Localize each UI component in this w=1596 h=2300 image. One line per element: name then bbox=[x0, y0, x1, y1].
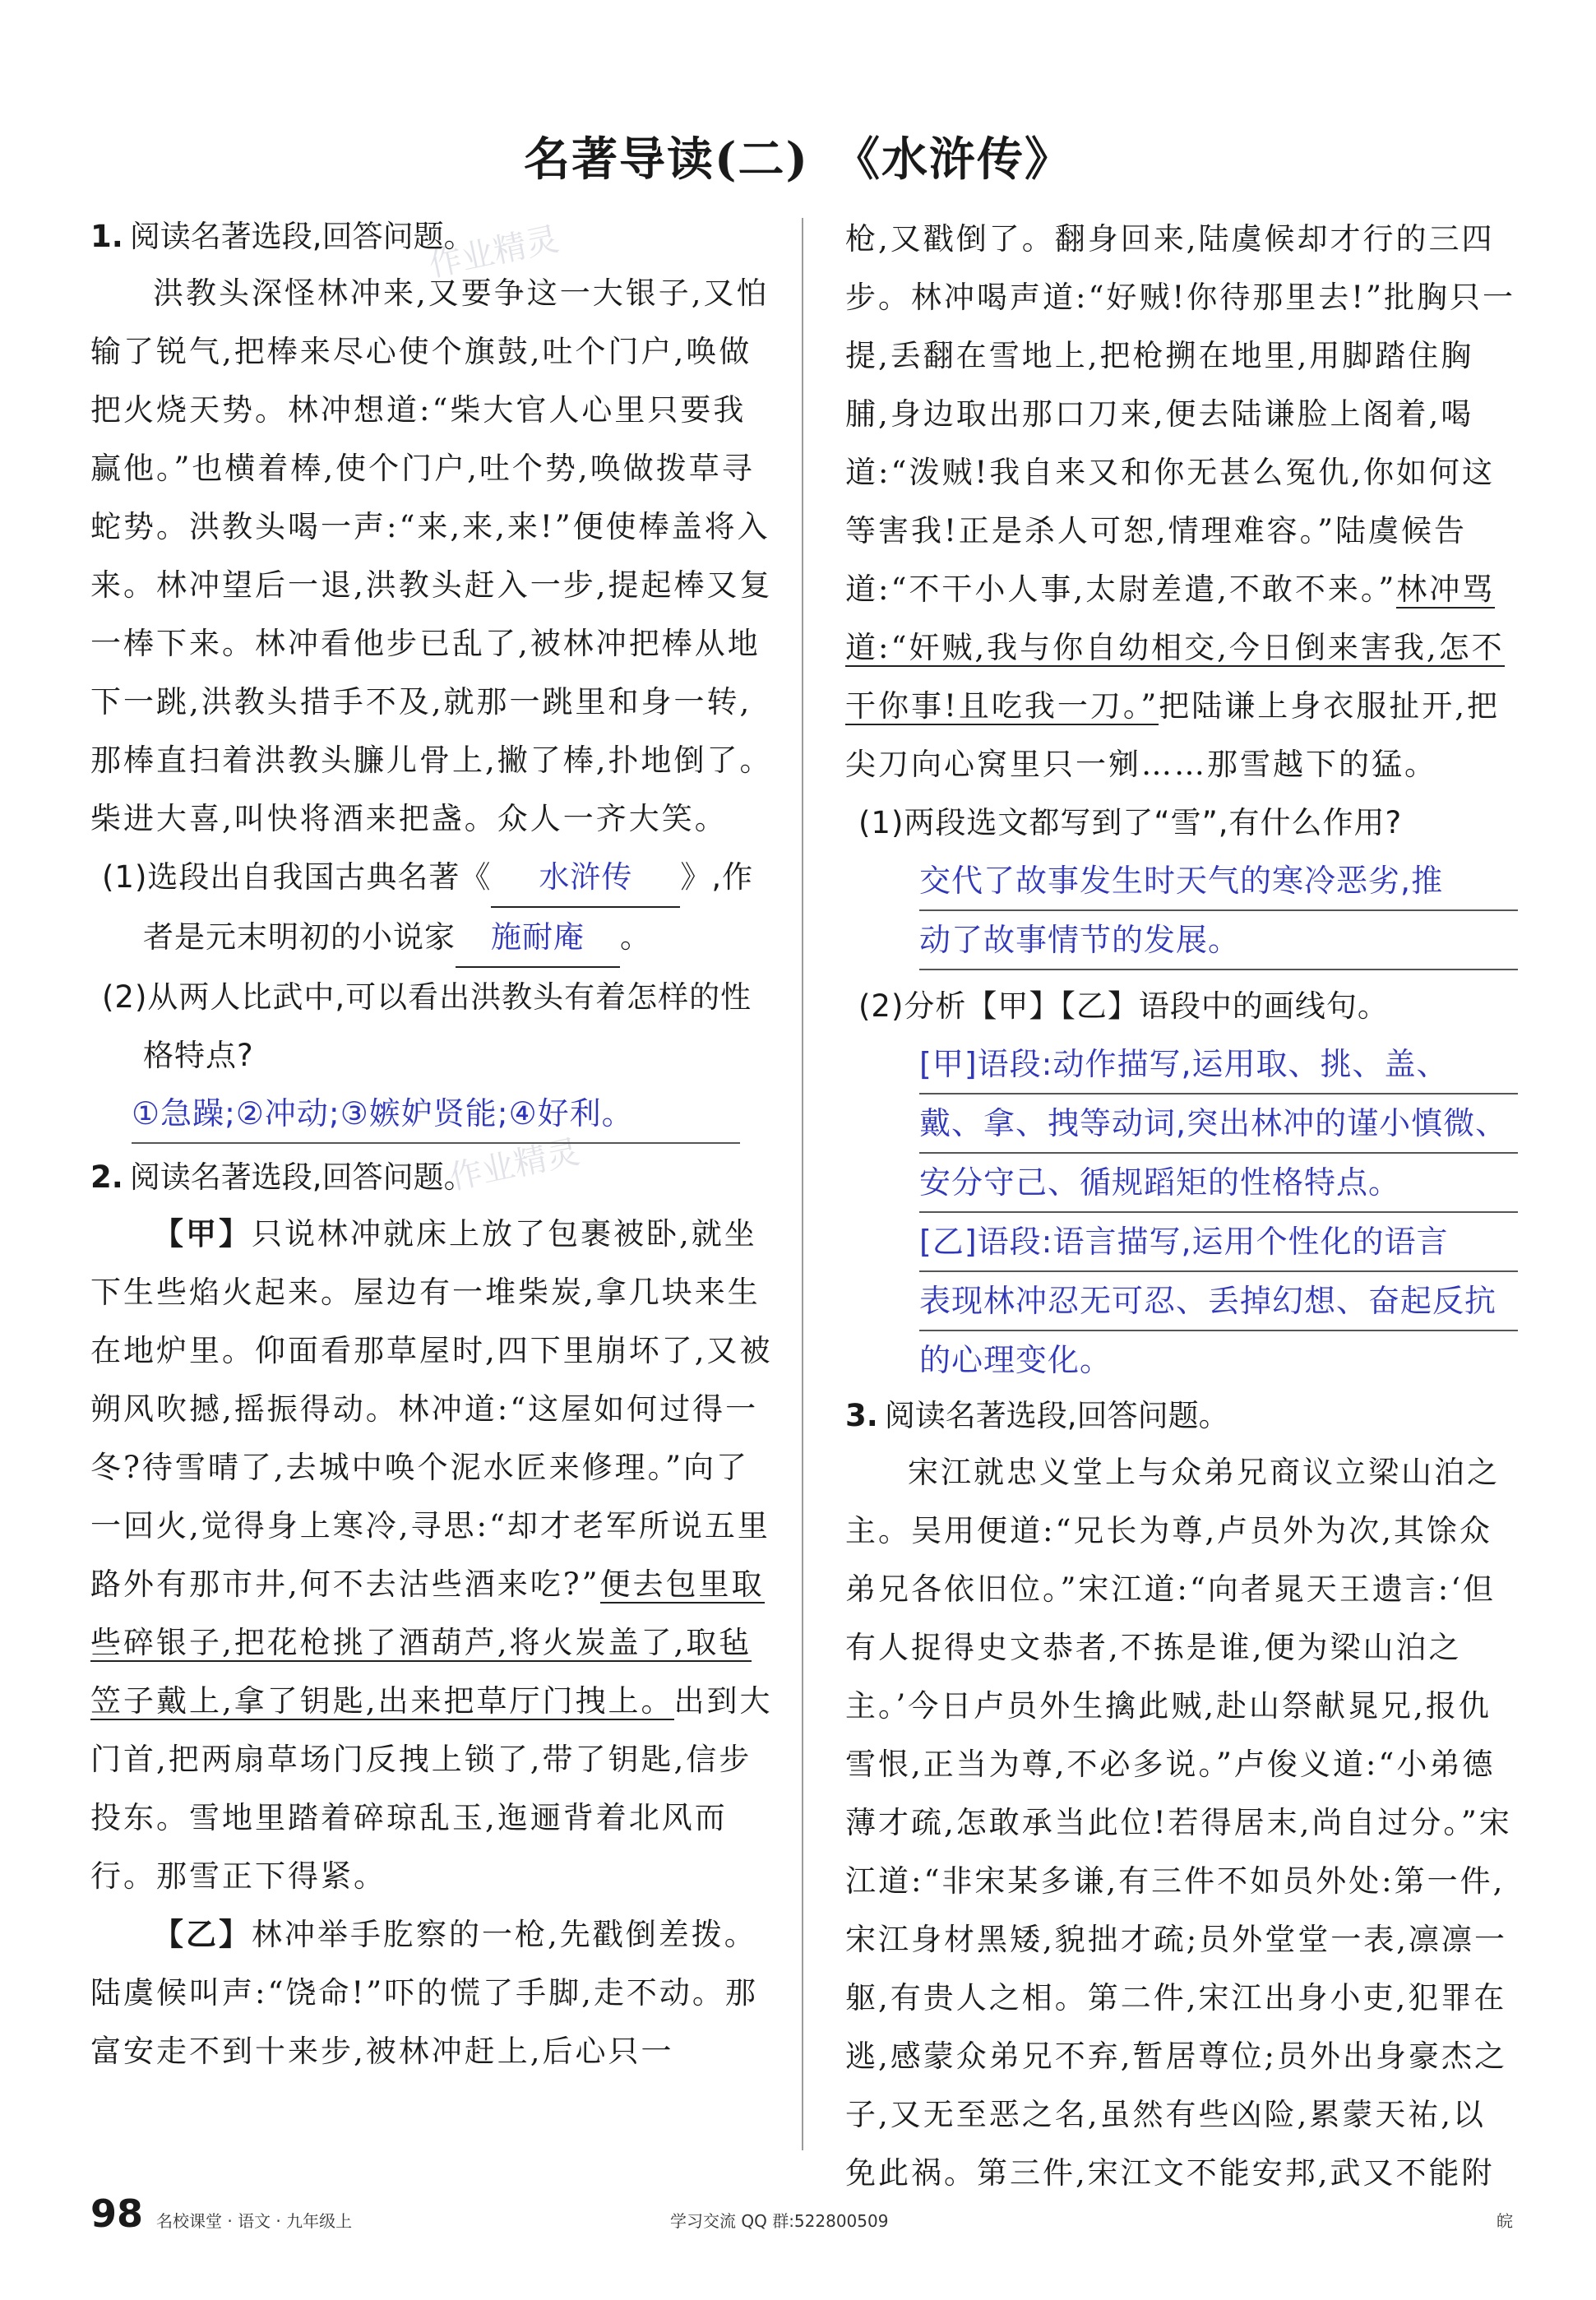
qq-group: 学习交流 QQ 群:522800509 bbox=[670, 2211, 889, 2231]
sub1-text: (1)选段出自我国古典名著《 bbox=[102, 859, 492, 895]
question-number: 2. bbox=[90, 1159, 123, 1195]
passage-yi-continued bbox=[845, 210, 1518, 794]
question-number: 1. bbox=[90, 219, 123, 254]
province-mark: 皖 bbox=[1497, 2211, 1513, 2231]
question-2-sub1: (1)两段选文都写到了“雪”,有什么作用? bbox=[858, 805, 1403, 840]
question-3-passage: 宋江就忠义堂上与众弟兄商议立梁山泊之主。吴用便道:“兄长为尊,卢员外为次,其馀众弟兄各依旧位。”宋江道:“向者晁天王遗言:‘但有人捉得史文恭者,不拣是谁,便为梁山泊之主。’今日卢员外生擒此贼,赴山祭献晁兄,报仇雪恨,正当为尊,不必多说。”卢俊义道:“小弟德薄才疏,怎敢承当此位!若得居末,尚自过分。”宋江道:“非宋某多谦,有三件不如员外处:第一件,宋江身材黑矮,貌拙才疏;员外堂堂一表,凛凛一躯,有贵人之相。第二件,宋江出身小吏,犯罪在逃,感蒙众弟兄不弃,暂居尊位;员外出身豪杰之子,又无至恶之名,虽然有些凶险,累蒙天祐,以免此祸。第三件,宋江文不能安邦,武又不能附 bbox=[845, 1455, 1512, 2191]
yi-underlined: 林冲骂道:“奸贼,我与你自幼相交,今日倒来害我,怎不干你事!且吃我一刀。” bbox=[845, 572, 1505, 724]
question-1-passage: 洪教头深怪林冲来,又要争这一大银子,又怕输了锐气,把棒来尽心使个旗鼓,吐个门户,唤做把火烧天势。林冲想道:“柴大官人心里只要我赢他。”也横着棒,使个门户,吐个势,唤做拨草寻蛇势。洪教头喝一声:“来,来,来!”便使棒盖将入来。林冲望后一退,洪教头赶入一步,提起棒又复一棒下来。林冲看他步已乱了,被林冲把棒从地下一跳,洪教头措手不及,就那一跳里和身一转,那棒直扫着洪教头臁儿骨上,撇了棒,扑地倒了。柴进大喜,叫快将酒来把盏。众人一齐大笑。 bbox=[90, 275, 773, 836]
watermark: 作业精灵 bbox=[446, 1132, 583, 1198]
question-1-heading bbox=[90, 210, 773, 264]
question-2-answer-2 bbox=[919, 1035, 1518, 1389]
answer-line: 的心理变化。 bbox=[919, 1342, 1113, 1378]
answer-line: 安分守己、循规蹈矩的性格特点。 bbox=[919, 1154, 1518, 1213]
column-divider bbox=[802, 218, 803, 2150]
yi-text-end: 把陆谦上身衣服扯开,把尖刀向心窝里只一剜……那雪越下的猛。 bbox=[845, 688, 1501, 782]
sub1-text-mid: 》,作者是元末明初的小说家 bbox=[143, 859, 754, 955]
question-number: 3. bbox=[845, 1398, 878, 1433]
jia-text: 只说林冲就床上放了包裹被卧,就坐下生些焰火起来。屋边有一堆柴炭,拿几块来生在地炉里。仰面看那草屋时,四下里崩坏了,又被朔风吹撼,摇振得动。林冲道:“这屋如何过得一冬?待雪晴了,去城中唤个泥水匠来修理。”向了一回火,觉得身上寒冷,寻思:“却才老军所说五里路外有那市井,何不去沽些酒来吃?” bbox=[90, 1216, 773, 1602]
question-2-sub2: (2)分析【甲】【乙】语段中的画线句。 bbox=[858, 988, 1389, 1024]
answer-author: 施耐庵 bbox=[456, 908, 620, 968]
left-column bbox=[90, 210, 773, 2069]
yi-cont-note: 枪,又戳倒了。翻身回来,陆虞候却才行的三四步。林冲喝声道:“好贼!你待那里去!”批胸只一提,丢翻在雪地上,把枪搠在地里,用脚踏住胸脯,身边取出那口刀来,便去陆谦脸上阁着,喝道:“泼贼!我自来又和你无甚么冤仇,你如何这等害我!正是杀人可恕,情理难容。”陆虞候告道:“不干小人事,太尉差遣,不敢不来。” bbox=[845, 221, 1516, 607]
question-prompt: 阅读名著选段,回答问题。 bbox=[129, 219, 474, 254]
watermark: 作业精灵 bbox=[425, 220, 562, 285]
yi-tag: 【乙】 bbox=[153, 1917, 252, 1952]
answer-line: 动了故事情节的发展。 bbox=[919, 911, 1518, 970]
answer-line: [甲]语段:动作描写,运用取、挑、盖、 bbox=[919, 1035, 1518, 1094]
question-2-heading bbox=[90, 1150, 773, 1205]
jia-underlined: 便去包里取些碎银子,把花枪挑了酒葫芦,将火炭盖了,取毡笠子戴上,拿了钥匙,出来把草厅门拽上。 bbox=[90, 1566, 765, 1719]
page-number: 98 bbox=[90, 2191, 144, 2236]
answer-line: 戴、拿、拽等动词,突出林冲的谨小慎微、 bbox=[919, 1094, 1518, 1154]
answer-book: 水浒传 bbox=[491, 848, 680, 908]
answer-line: 表现林冲忍无可忍、丢掉幻想、奋起反抗 bbox=[919, 1272, 1518, 1331]
question-1-answer: ①急躁;②冲动;③嫉妒贤能;④好利。 bbox=[132, 1085, 740, 1144]
right-column bbox=[845, 210, 1518, 2202]
question-3-heading bbox=[845, 1389, 1518, 1443]
answer-line: [乙]语段:语言描写,运用个性化的语言 bbox=[919, 1213, 1518, 1272]
passage-jia bbox=[90, 1205, 773, 1905]
question-prompt: 阅读名著选段,回答问题。 bbox=[129, 1159, 474, 1195]
answer-line: 交代了故事发生时天气的寒冷恶劣,推 bbox=[919, 852, 1518, 911]
book-title: 名校课堂 · 语文 · 九年级上 bbox=[156, 2211, 353, 2231]
question-2-answer-1 bbox=[919, 852, 1518, 970]
question-1-sub2: (2)从两人比武中,可以看出洪教头有着怎样的性格特点? bbox=[102, 979, 752, 1073]
sub1-text-end: 。 bbox=[620, 919, 651, 955]
passage-yi bbox=[90, 1905, 773, 2069]
yi-text: 林冲举手肐察的一枪,先戳倒差拨。陆虞候叫声:“饶命!”吓的慌了手脚,走不动。那富安走不到十来步,被林冲赶上,后心只一 bbox=[90, 1917, 758, 2069]
page-title: 名著导读(二) 《水浒传》 bbox=[524, 132, 1072, 187]
question-1-sub1 bbox=[90, 848, 773, 968]
jia-tag: 【甲】 bbox=[153, 1216, 252, 1252]
question-prompt: 阅读名著选段,回答问题。 bbox=[884, 1398, 1229, 1433]
jia-text-end: 出到大门首,把两扇草场门反拽上锁了,带了钥匙,信步投东。雪地里踏着碎琼乱玉,迤逦背着北风而行。那雪正下得紧。 bbox=[90, 1683, 773, 1894]
page-footer bbox=[0, 2191, 1596, 2241]
